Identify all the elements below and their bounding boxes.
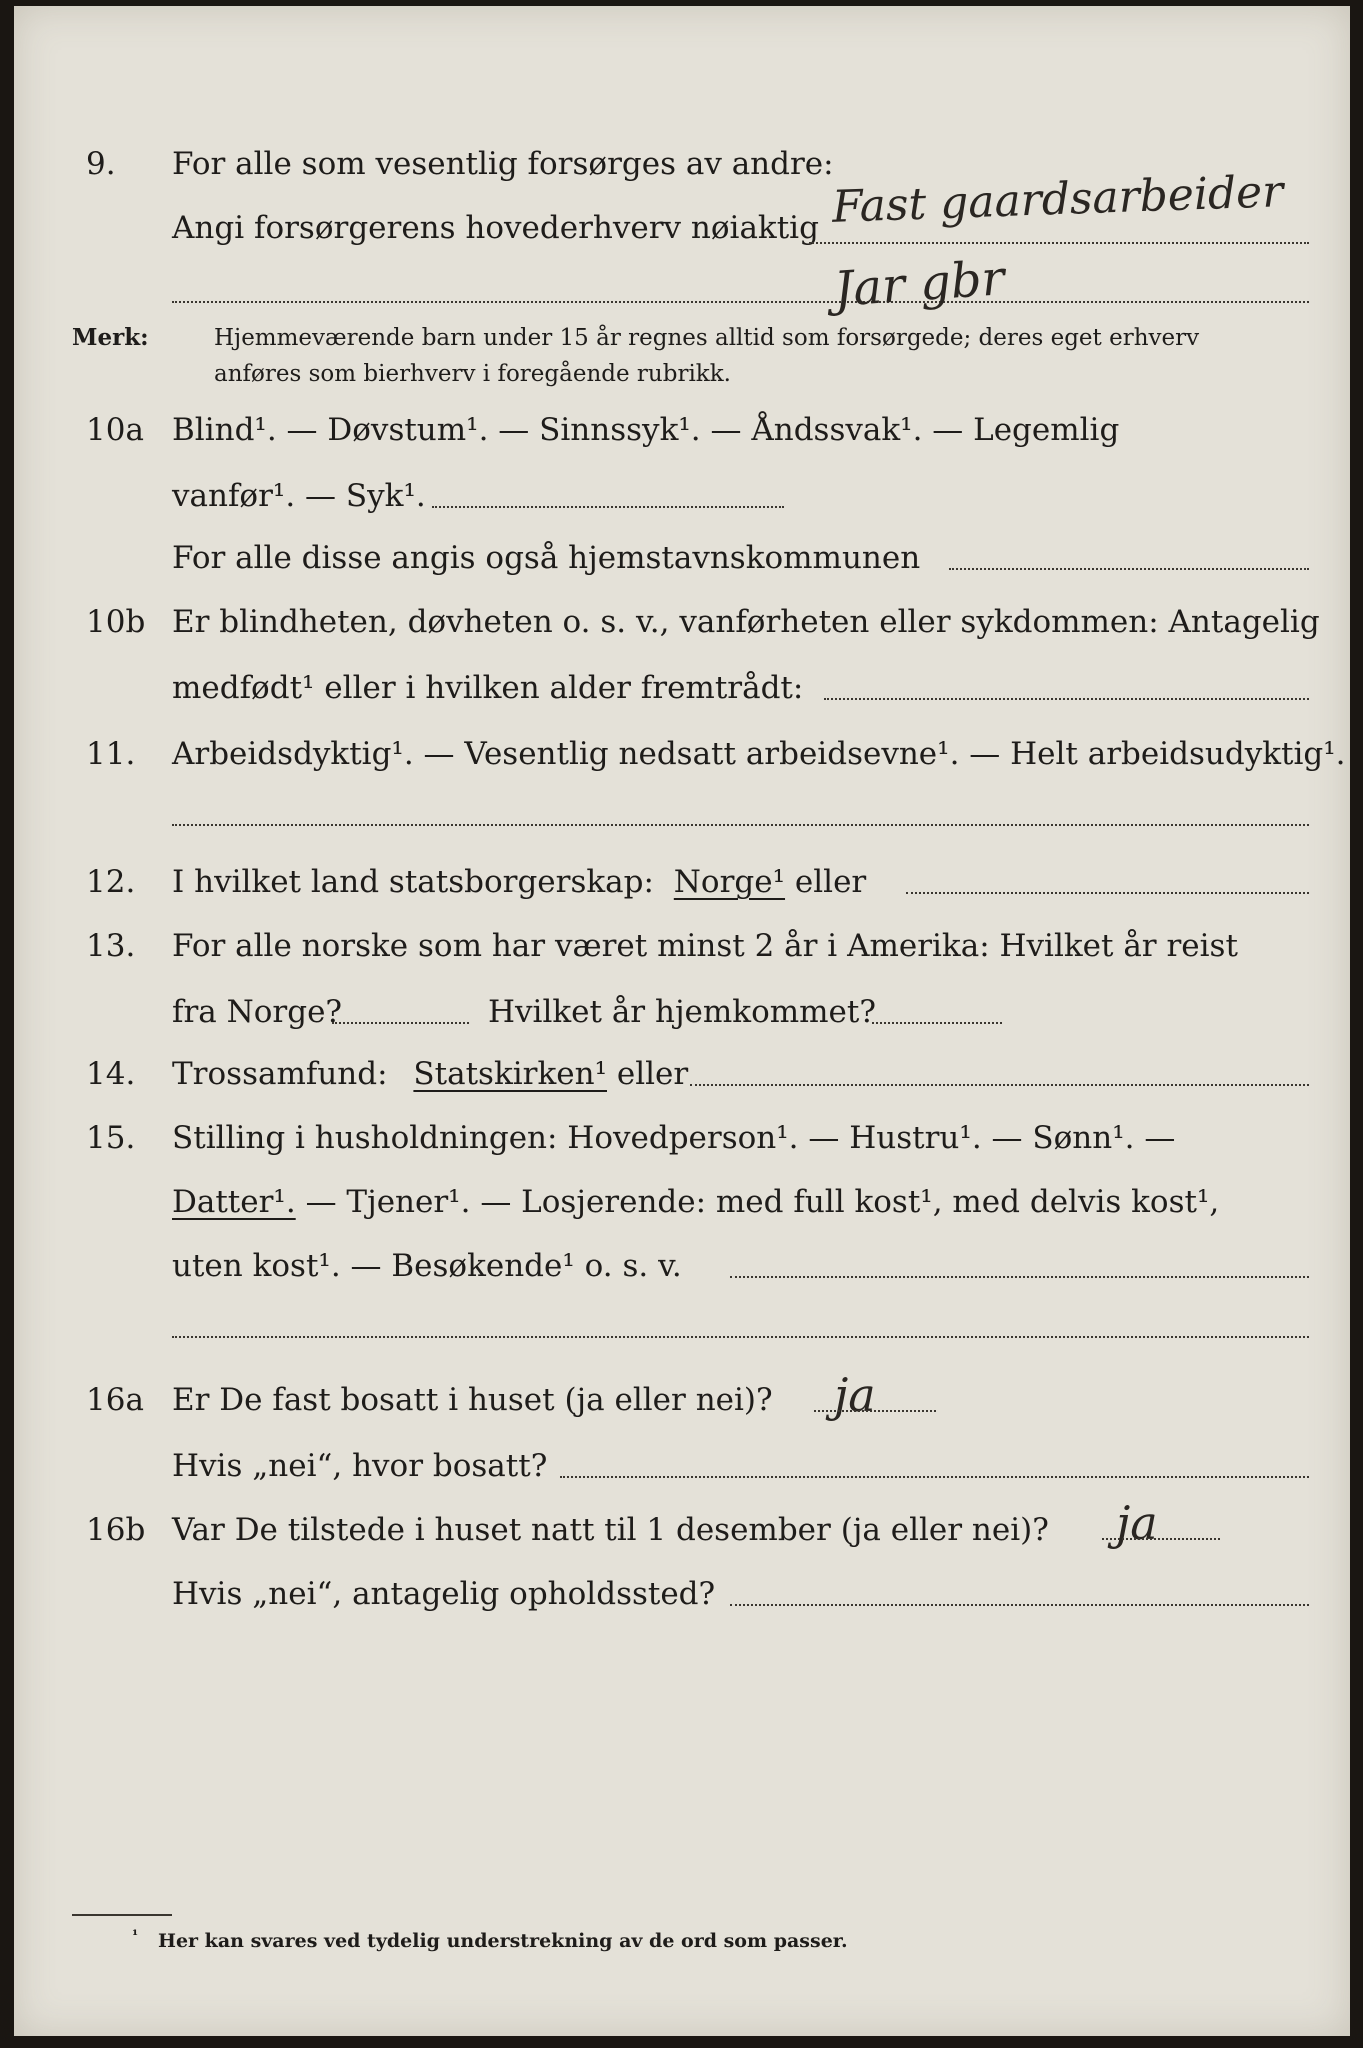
q16b-opholdssted-line <box>730 1604 1309 1606</box>
q9-line2: Angi forsørgerens hovederhverv nøiaktig <box>172 210 819 246</box>
q15-line2: — Tjener¹. — Losjerende: med full kost¹, med delvis kost¹, <box>305 1184 1220 1220</box>
q10b-alder-line <box>824 698 1309 700</box>
q13-reist-line <box>332 1022 469 1024</box>
q16a-handwritten-answer: ja <box>834 1368 876 1422</box>
q15-line1: Stilling i husholdningen: Hovedperson¹. — Hustru¹. — Sønn¹. — <box>172 1120 1176 1156</box>
q11-number: 11. <box>86 736 136 772</box>
q9-number: 9. <box>86 146 116 182</box>
q11-answer-line <box>172 824 1309 826</box>
q16b-line2: Hvis „nei“, antagelig opholdssted? <box>172 1576 716 1612</box>
q9-handwritten-answer2: Jar gbr <box>832 250 1007 318</box>
q16a-answer-line <box>814 1410 936 1412</box>
q13-line1: For alle norske som har været minst 2 år i Amerika: Hvilket år reist <box>172 928 1238 964</box>
q16b-number: 16b <box>86 1512 146 1548</box>
merk-line1: Hjemmeværende barn under 15 år regnes alltid som forsørgede; deres eget erhverv <box>214 325 1200 351</box>
q11-line1: Arbeidsdyktig¹. — Vesentlig nedsatt arbeidsevne¹. — Helt arbeidsudyktig¹. <box>172 736 1346 772</box>
q9-handwritten-answer1: Fast gaardsarbeider <box>831 166 1284 233</box>
q13-number: 13. <box>86 928 136 964</box>
q10a-kommune-line <box>949 568 1309 570</box>
q13-hjemkommet-line <box>872 1022 1002 1024</box>
q9-line1: For alle som vesentlig forsørges av andre: <box>172 146 834 182</box>
q10a-number: 10a <box>86 412 144 448</box>
q10a-line3: For alle disse angis også hjemstavnskommunen <box>172 540 921 576</box>
q14-question: Trossamfund: <box>172 1056 388 1092</box>
footnote-rule <box>72 1914 172 1916</box>
footnote-text: Her kan svares ved tydelig understrekning av de ord som passer. <box>158 1930 848 1952</box>
q10a-line1: Blind¹. — Døvstum¹. — Sinnssyk¹. — Åndssvak¹. — Legemlig <box>172 412 1120 448</box>
q16a-number: 16a <box>86 1382 144 1418</box>
q15-number: 15. <box>86 1120 136 1156</box>
q10b-line1: Er blindheten, døvheten o. s. v., vanførheten eller sykdommen: Antagelig <box>172 604 1320 640</box>
q9-answer-line <box>809 242 1309 244</box>
q12-number: 12. <box>86 864 136 900</box>
merk-line2: anføres som bierhverv i foregående rubrikk. <box>214 361 731 387</box>
q10b-line2: medfødt¹ eller i hvilken alder fremtrådt: <box>172 670 804 706</box>
q10a-syk-line <box>432 506 784 508</box>
q9-second-line <box>172 301 1309 303</box>
census-form-page <box>14 6 1350 2036</box>
q16a-line2: Hvis „nei“, hvor bosatt? <box>172 1448 548 1484</box>
q13-fra-norge: fra Norge? <box>172 994 343 1030</box>
q14-number: 14. <box>86 1056 136 1092</box>
q15-line3: uten kost¹. — Besøkende¹ o. s. v. <box>172 1248 682 1284</box>
q12-question: I hvilket land statsborgerskap: <box>172 864 654 900</box>
q16a-bosatt-line <box>560 1476 1309 1478</box>
q15-datter-underlined: Datter¹. <box>172 1184 296 1220</box>
q10b-number: 10b <box>86 604 146 640</box>
q15-extra-line <box>172 1336 1309 1338</box>
q16b-line1: Var De tilstede i huset natt til 1 desember (ja eller nei)? <box>172 1512 1049 1548</box>
q12-answer-line <box>906 892 1309 894</box>
q12-norge-underlined: Norge¹ <box>673 864 786 900</box>
q12-line <box>172 864 866 900</box>
q14-statskirken-underlined: Statskirken¹ <box>413 1056 607 1092</box>
merk-label: Merk: <box>72 324 149 351</box>
footnote-mark: ¹ <box>132 1928 139 1944</box>
q14-answer-line <box>690 1084 1309 1086</box>
q14-eller: eller <box>616 1056 689 1092</box>
q12-eller: eller <box>794 864 867 900</box>
q16a-line1: Er De fast bosatt i huset (ja eller nei)? <box>172 1382 773 1418</box>
q15-line2-wrap <box>172 1184 1219 1220</box>
q15-answer-line <box>730 1276 1309 1278</box>
q13-hjemkommet: Hvilket år hjemkommet? <box>488 994 876 1030</box>
q16b-handwritten-answer: ja <box>1116 1496 1158 1550</box>
q14-line <box>172 1056 688 1092</box>
q16b-answer-line <box>1102 1538 1220 1540</box>
q10a-line2: vanfør¹. — Syk¹. <box>172 478 426 514</box>
